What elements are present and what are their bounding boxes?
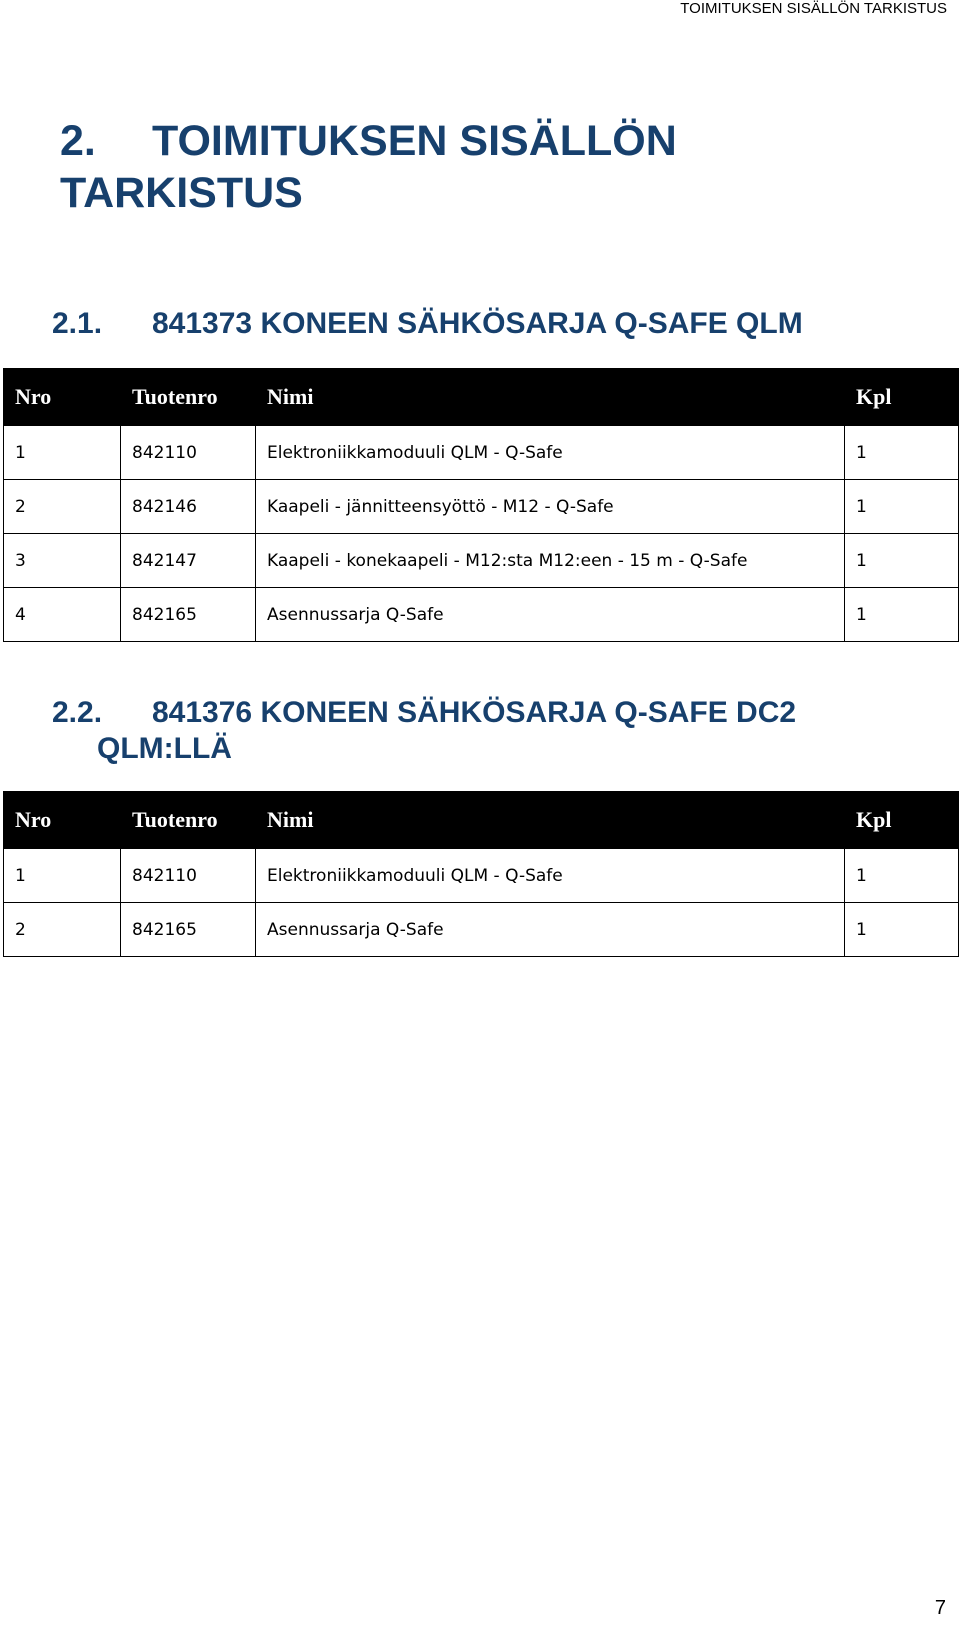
cell-nro: 4 xyxy=(4,588,121,642)
table-row xyxy=(4,903,959,957)
section-title-continuation: QLM:LLÄ xyxy=(97,732,232,765)
cell-kpl: 1 xyxy=(845,426,959,480)
section-number: 2.1. xyxy=(52,307,103,340)
column-header-kpl: Kpl xyxy=(845,369,959,426)
cell-nimi: Asennussarja Q-Safe xyxy=(256,588,845,642)
table-header-row xyxy=(4,792,959,849)
cell-kpl: 1 xyxy=(845,849,959,903)
items-table-2-1 xyxy=(3,368,959,642)
table-row xyxy=(4,480,959,534)
chapter-number: 2. xyxy=(60,117,96,165)
cell-nro: 2 xyxy=(4,480,121,534)
cell-tuotenro: 842110 xyxy=(121,849,256,903)
cell-kpl: 1 xyxy=(845,534,959,588)
cell-kpl: 1 xyxy=(845,588,959,642)
section-title: 841376 KONEEN SÄHKÖSARJA Q-SAFE DC2 xyxy=(152,696,797,729)
section-number: 2.2. xyxy=(52,696,103,729)
running-header: TOIMITUKSEN SISÄLLÖN TARKISTUS xyxy=(680,0,947,17)
cell-nro: 1 xyxy=(4,426,121,480)
cell-nimi: Kaapeli - konekaapeli - M12:sta M12:een - 15 m - Q-Safe xyxy=(256,534,845,588)
cell-kpl: 1 xyxy=(845,903,959,957)
table-row xyxy=(4,534,959,588)
table-row xyxy=(4,426,959,480)
table-row xyxy=(4,849,959,903)
column-header-nro: Nro xyxy=(4,369,121,426)
section-heading-2-1 xyxy=(52,306,932,342)
items-table-2-2 xyxy=(3,791,959,957)
cell-nimi: Elektroniikkamoduuli QLM - Q-Safe xyxy=(256,849,845,903)
table-header-row xyxy=(4,369,959,426)
cell-nro: 1 xyxy=(4,849,121,903)
column-header-tuotenro: Tuotenro xyxy=(121,369,256,426)
chapter-title: TOIMITUKSEN SISÄLLÖN xyxy=(152,117,677,165)
cell-nimi: Kaapeli - jännitteensyöttö - M12 - Q-Safe xyxy=(256,480,845,534)
column-header-nimi: Nimi xyxy=(256,792,845,849)
column-header-kpl: Kpl xyxy=(845,792,959,849)
chapter-heading xyxy=(60,115,920,219)
cell-nimi: Elektroniikkamoduuli QLM - Q-Safe xyxy=(256,426,845,480)
cell-tuotenro: 842146 xyxy=(121,480,256,534)
cell-nro: 2 xyxy=(4,903,121,957)
page-number: 7 xyxy=(934,1597,946,1619)
column-header-tuotenro: Tuotenro xyxy=(121,792,256,849)
cell-tuotenro: 842165 xyxy=(121,903,256,957)
cell-nro: 3 xyxy=(4,534,121,588)
cell-nimi: Asennussarja Q-Safe xyxy=(256,903,845,957)
chapter-title-continuation: TARKISTUS xyxy=(60,169,303,217)
cell-tuotenro: 842165 xyxy=(121,588,256,642)
cell-tuotenro: 842110 xyxy=(121,426,256,480)
column-header-nimi: Nimi xyxy=(256,369,845,426)
section-title: 841373 KONEEN SÄHKÖSARJA Q-SAFE QLM xyxy=(152,307,803,340)
table-row xyxy=(4,588,959,642)
column-header-nro: Nro xyxy=(4,792,121,849)
section-heading-2-2 xyxy=(52,695,932,767)
cell-tuotenro: 842147 xyxy=(121,534,256,588)
cell-kpl: 1 xyxy=(845,480,959,534)
